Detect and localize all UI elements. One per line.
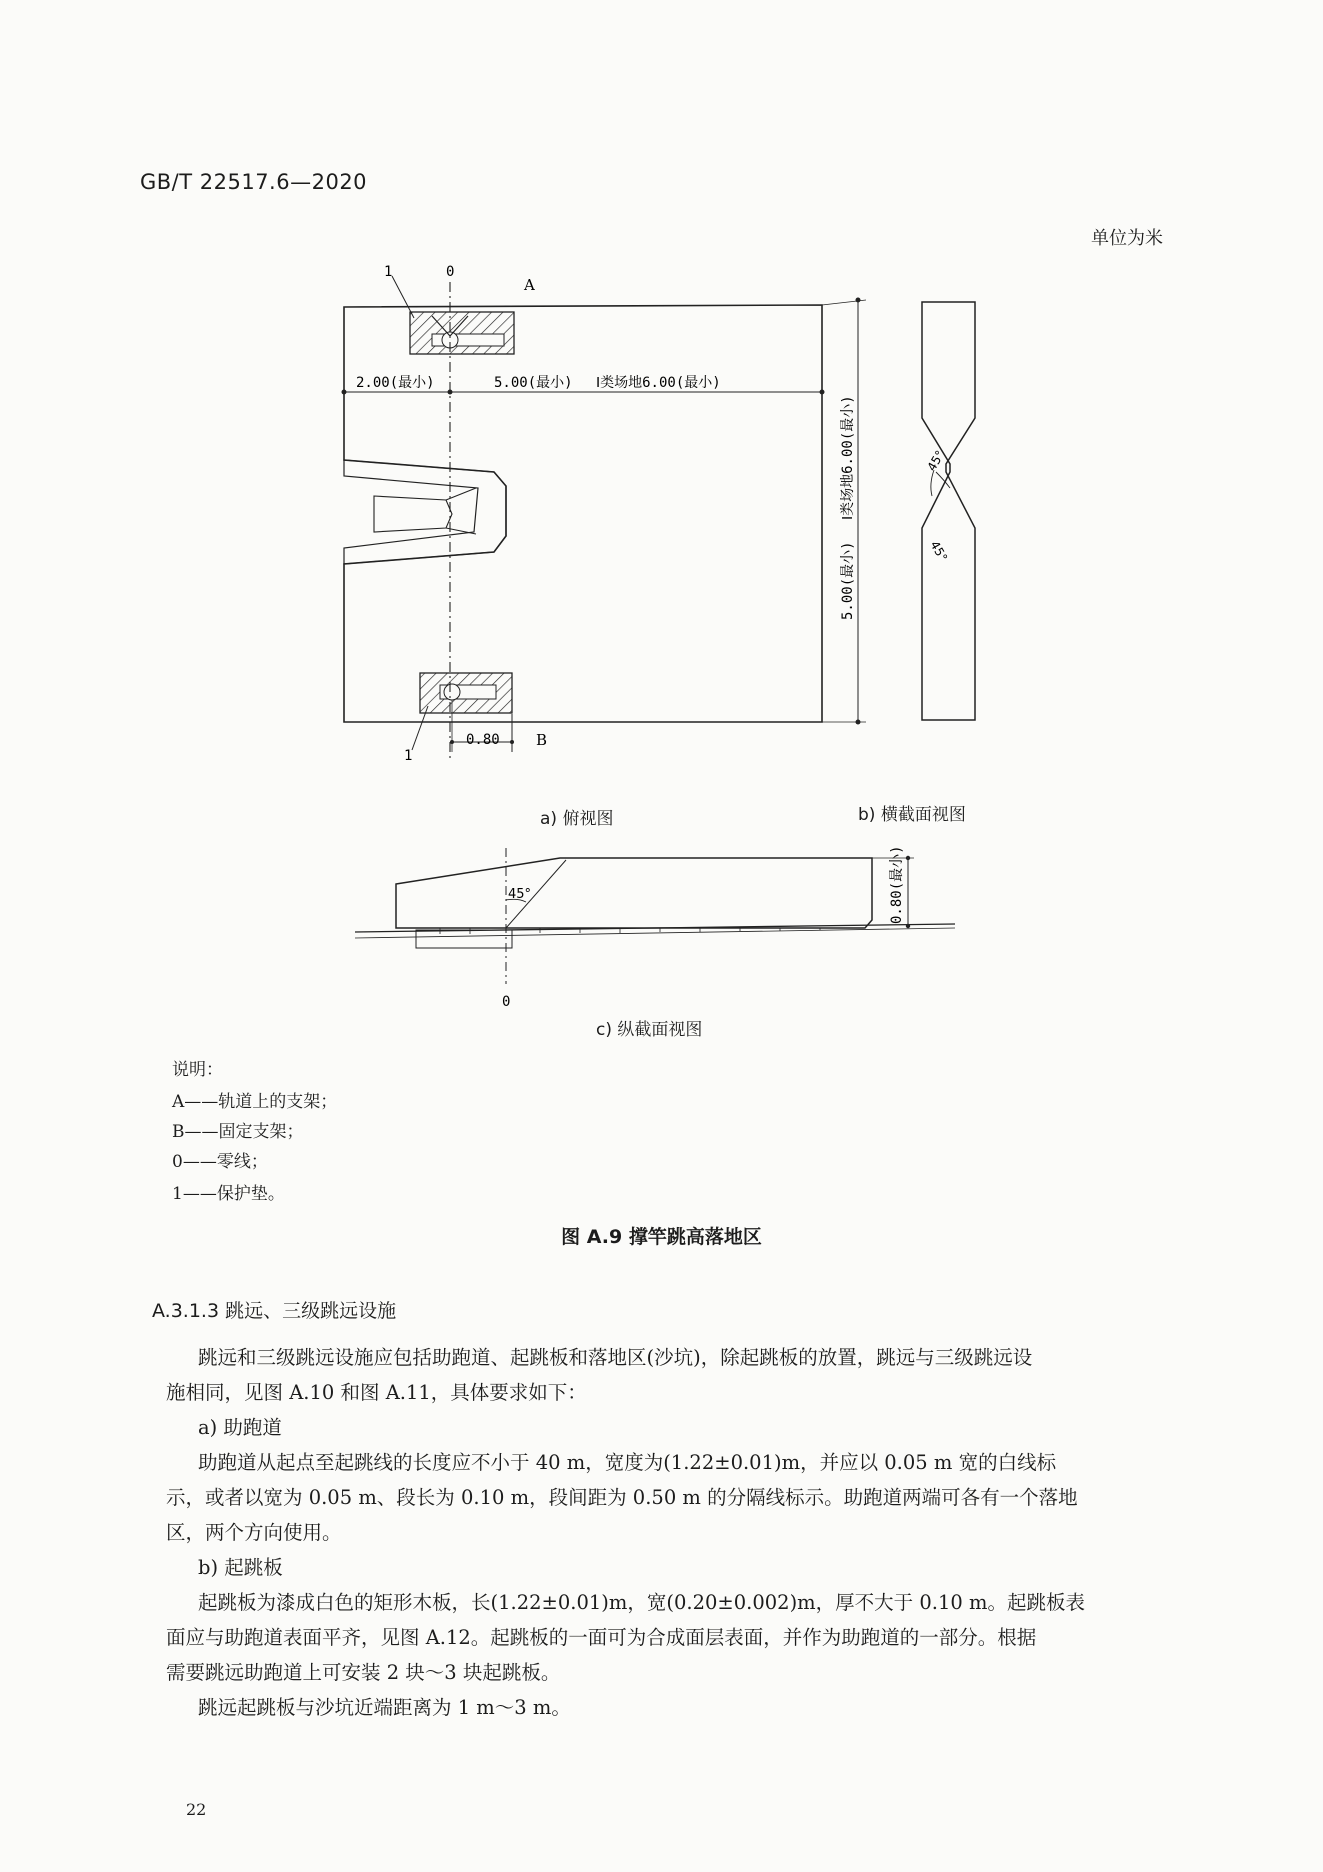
item-b-line-2: 面应与助跑道表面平齐，见图 A.12。起跳板的一面可为合成面层表面，并作为助跑道的一部分。根据 (166, 1626, 1037, 1649)
dim-6m-v: Ⅰ类场地6.00(最小) (840, 395, 856, 520)
caption-b: b) 横截面视图 (858, 805, 966, 825)
figure-title: 图 A.9 撑竿跳高落地区 (561, 1226, 762, 1248)
label-1-bottom: 1 (404, 748, 413, 764)
item-a-line-3: 区，两个方向使用。 (166, 1521, 342, 1544)
caption-a: a) 俯视图 (540, 809, 614, 829)
dim-080: 0.80 (466, 732, 500, 748)
unit-note: 单位为米 (1091, 228, 1163, 249)
dim-080-min: 0.80(最小) (889, 845, 905, 924)
legend-item: A——轨道上的支架； (172, 1092, 338, 1112)
intro-line-1: 跳远和三级跳远设施应包括助跑道、起跳板和落地区(沙坑)，除起跳板的放置，跳远与三级跳远设 (198, 1346, 1033, 1369)
item-a-line-2: 示，或者以宽为 0.05 m、段长为 0.10 m，段间距为 0.50 m 的分隔线标示。助跑道两端可各有一个落地 (166, 1486, 1078, 1509)
legend-item: 0——零线； (172, 1152, 268, 1172)
dim-5m: 5.00(最小) (494, 375, 573, 391)
last-line: 跳远起跳板与沙坑近端距离为 1 m～3 m。 (198, 1696, 571, 1719)
item-a-line-1: 助跑道从起点至起跳线的长度应不小于 40 m，宽度为(1.22±0.01)m，并应以 0.05 m 宽的白线标 (198, 1451, 1057, 1474)
vault-box-inner (374, 496, 452, 532)
legend-title: 说明： (172, 1060, 223, 1080)
item-b-label: b) 起跳板 (198, 1556, 283, 1579)
angle-45-c: 45° (508, 887, 532, 902)
intro-line-2: 施相同，见图 A.10 和图 A.11，具体要求如下： (166, 1381, 587, 1404)
angle-45-b2: 45° (927, 538, 951, 564)
label-0-bottom: 0 (502, 994, 511, 1010)
item-b-line-3: 需要跳远助跑道上可安装 2 块～3 块起跳板。 (166, 1661, 561, 1684)
standard-code: GB/T 22517.6—2020 (140, 170, 368, 194)
page-number: 22 (186, 1800, 207, 1819)
item-a-label: a) 助跑道 (198, 1416, 282, 1439)
section-heading: A.3.1.3 跳远、三级跳远设施 (152, 1300, 397, 1322)
label-1-top: 1 (384, 264, 393, 280)
dim-6m-h: Ⅰ类场地6.00(最小) (596, 375, 721, 391)
label-a: A (524, 276, 535, 294)
longitudinal-section-view (396, 858, 872, 928)
label-b: B (536, 731, 548, 749)
label-0-top: 0 (446, 264, 455, 280)
dim-5m-v: 5.00(最小) (840, 541, 856, 620)
angle-45-b1: 45° (924, 448, 948, 474)
protective-pad-top (410, 312, 514, 354)
dim-2m: 2.00(最小) (356, 375, 435, 391)
legend-item: 1——保护垫。 (172, 1184, 285, 1204)
item-b-line-1: 起跳板为漆成白色的矩形木板，长(1.22±0.01)m，宽(0.20±0.002)m，厚不大于 0.10 m。起跳板表 (198, 1591, 1085, 1614)
vault-box-outline (344, 460, 506, 564)
legend-item: B——固定支架； (172, 1122, 304, 1142)
caption-c: c) 纵截面视图 (596, 1020, 703, 1040)
landing-area-top-view (344, 305, 822, 722)
cross-section-view (922, 302, 975, 720)
section-body (166, 1340, 1176, 1725)
